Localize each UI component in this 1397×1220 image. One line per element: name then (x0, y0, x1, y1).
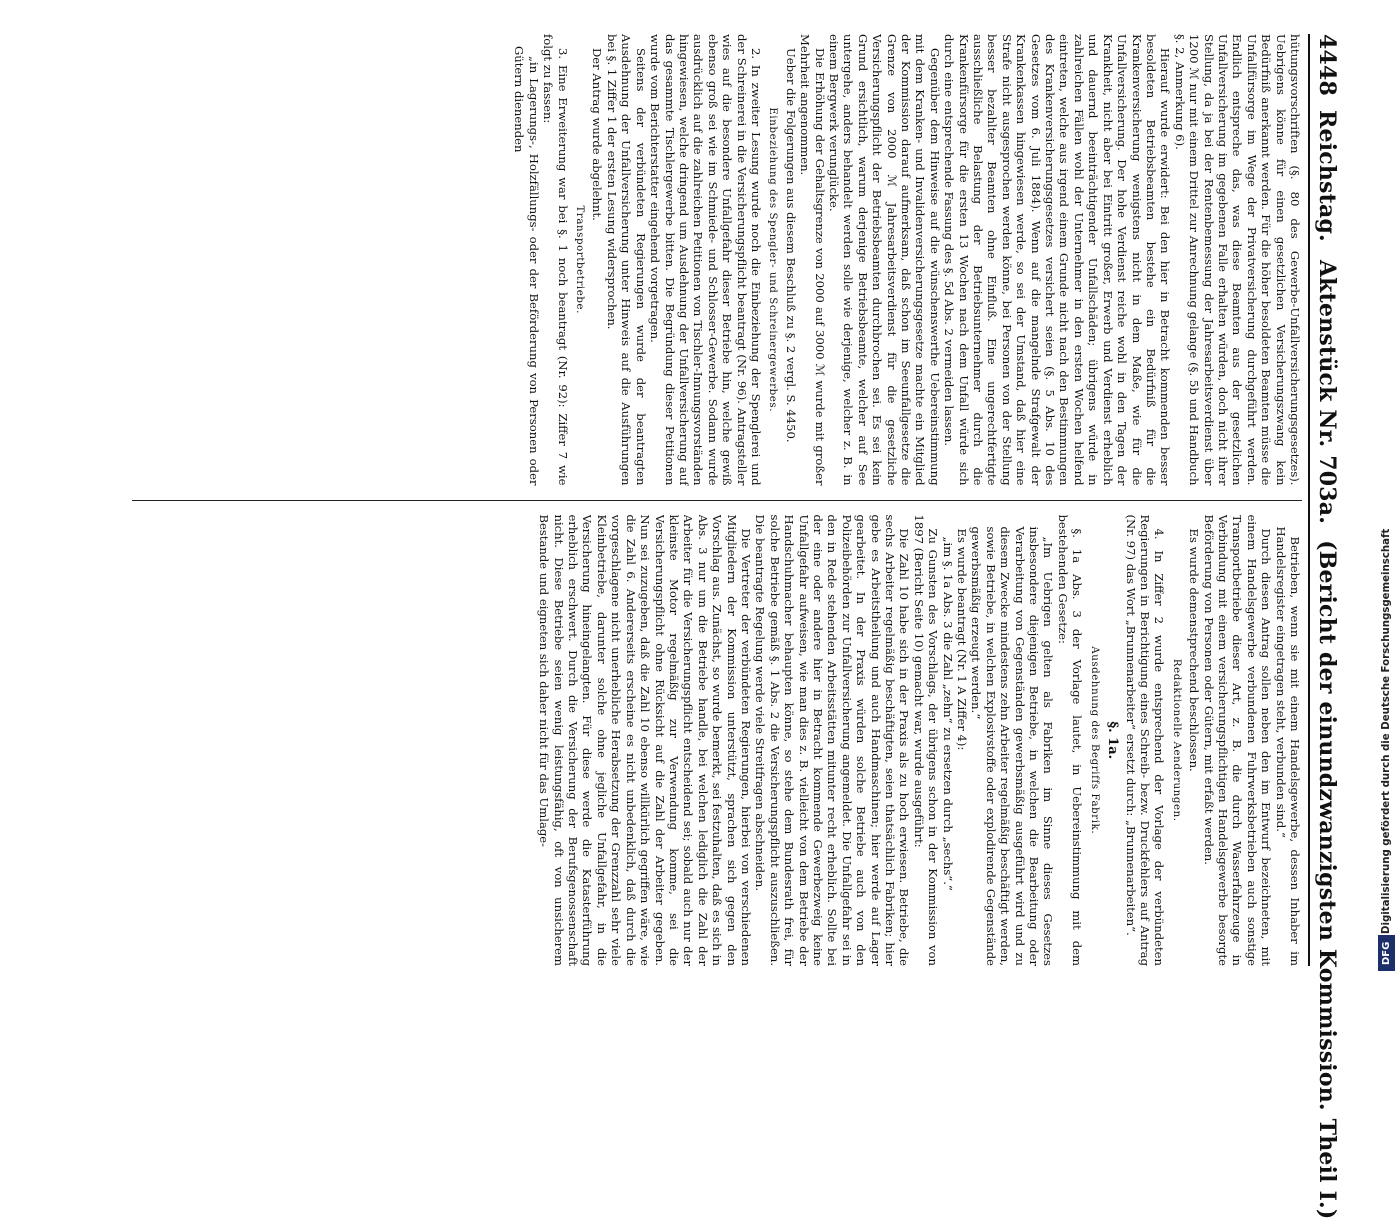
column-divider (132, 500, 1302, 501)
paragraph: Es wurde demenstprechend beschlossen. (1187, 528, 1202, 772)
section-subheading: Transportbetriebe. (574, 205, 586, 315)
paragraph: hütungsvorschriften (§. 80 des Gewerbe-Unfallversicherungsgesetzes). Uebrigens könne für einen gesetzlichen Versicherungszwang kein Bedürfniß anerkannt werden. Für die höher besoldeten Beamten müsse die Unfallfürsorge im Wege der Privatversicherung durchgeführt werden. Endlich entspreche das, was diese Beamten aus der gesetzlichen Unfallversicherung im gegebenen Falle erhalten würden, doch nicht ihrer Stellung, da ja bei der Rentenbemessung der Jahresarbeitsverdienst über 1200 ℳ nur mit einem Drittel zur Anrechnung gelange (§. 5b und Handbuch §. 2, Anmerkung 6). (1172, 34, 1302, 486)
paragraph: 4. In Ziffer 2 wurde entsprechend der Vorlage der verbündeten Regierungen in Berichtigung eines Schreib- bezw. Druckfehlers auf Antrag (Nr. 97) das Wort „Brunnenarbeiter“ ersetzt durch: „Brunnenarbeiten“. (1123, 514, 1167, 966)
paragraph: Hierauf wurde erwidert: Bei den hier in Betracht kommenden besser besoldeten Betriebsbeamten bestehe ein Bedürfniß für die Krankenversicherung wenigstens nicht in dem Maße, wie für die Unfallversicherung. Der hohe Verdienst reiche wohl in den Tagen der Krankheit, nicht aber bei Eintritt großer, Erwerb und Verdienst erheblich und dauernd beeinträchtigender Unfallschäden; übrigens würde in zahlreichen Fällen wohl der Unternehmer in den ersten Wochen helfend eintreten, welche aus irgend einem Grunde nicht nach den Bestimmungen des Krankenversicherungsgesetzes versichert seien (§. 5 Abs. 10 des Gesetzes vom 6. Juli 1884). Wenn auf die mangelnde Strafgewalt der Krankenkassen hingewiesen werde, so sei der Umstand, daß hier eine Strafe nicht ausgesprochen werden könne, bei Personen von der Stellung besser bezahlter Beamten ohne Einfluß. Eine ungerechtfertigte ausschließliche Belastung der Betriebsunternehmer durch die Krankenfürsorge für die ersten 13 Wochen nach dem Unfall würde sich durch eine entsprechende Fassung des §. 5d Abs. 2 vermeiden lassen. (942, 34, 1173, 486)
page-number: 4448 (1314, 34, 1340, 97)
quoted-paragraph: Betrieben, wenn sie mit einem Handelsgewerbe, dessen Inhaber im Handelsregister eingetragen steht, verbunden sind.“ (1273, 526, 1302, 966)
paragraph: Seitens der verbündeten Regierungen wurde der beantragten Ausdehnung der Unfallversicherung unter Hinweis auf die Ausführungen bei §. 1 Ziffer 1 der ersten Lesung widersprochen. (604, 34, 648, 486)
paragraph: Ueber die Folgerungen aus diesem Beschluß zu §. 2 vergl. S. 4450. (783, 48, 798, 443)
section-subheading: Ausdehnung des Begriffs Fabrik. (1088, 646, 1100, 835)
paragraph: Die Zahl 10 habe sich in der Praxis als zu hoch erwiesen. Betriebe, die sechs Arbeiter regelmäßig beschäftigten, seien thatsächlich Fabriken; hier gebe es Arbeitstheilung und auch Handmaschinen; hier werde auf Lager gearbeitet. In der Praxis würden solche Betriebe auch von den Polizeibehörden zur Unfallversicherung angemeldet. Die Unfallgefahr sei in den in Rede stehenden Arbeitsstätten mitunter recht erheblich. Sollte bei der eine oder andere hier in Betracht kommende Gewerbezweig keine Unfallgefahr aufweisen, wie man dies z. B. vielleicht von dem Betriebe der Handschuhmacher behaupten könne, so stehe dem Bundesrath frei, für solche Betriebe gemäß §. 1 Abs. 2 die Versicherungspflicht auszuschließen. Die beantragte Regelung werde viele Streitfragen abschneiden. (753, 514, 912, 966)
document-page (84, 0, 1354, 1220)
page-header (1308, 34, 1340, 1220)
paragraph-heading: §. 1a. (1105, 721, 1121, 760)
quoted-paragraph: „in Lagerungs-, Holzfällungs- oder der Beförderung von Personen oder Gütern dienenden (512, 46, 541, 486)
paragraph: Die Erhöhung der Gehaltsgrenze von 2000 auf 3000 ℳ wurde mit großer Mehrheit angenommen. (798, 34, 827, 486)
header-document-number: Aktenstück Nr. 703a. (1314, 259, 1340, 525)
paragraph: Zu Gunsten des Vorschlags, der übrigens schon in der Kommission von 1897 (Bericht Seite 10) gemacht war, wurde ausgeführt: (911, 514, 941, 966)
dfg-logo: DFG (1378, 935, 1395, 971)
paragraph: Gegenüber dem Hinweise auf die wünschenswerthe Uebereinstimmung mit dem Kranken- und Invalidenversicherungsgesetze machte ein Mitglied der Kommission darauf aufmerksam, daß schon im Seeunfallgesetze die Grenze von 2000 ℳ Jahresarbeitsverdienst für die gesetzliche Versicherungspflicht der Betriebsbeamten durchbrochen sei. Es sei kein Grund ersichtlich, warum derjenige Betriebsbeamte, welcher auf See untergehe, anders behandelt werden solle wie derjenige, welcher z. B. in einem Bergwerk verunglücke. (827, 34, 942, 486)
paragraph: Durch diesen Antrag sollen neben den im Entwurf bezeichneten, mit einem Handelsgewerbe verbundenen Fuhrwerksbetrieben auch sonstige Transportbetriebe dieser Art, z. B. die durch Wasserfahrzeuge in Verbindung mit einem versicherungspflichtigen Handelsgewerbe besorgte Beförderung von Personen oder Gütern, mit erfaßt werden. (1201, 514, 1274, 966)
text-columns (132, 34, 1302, 966)
paragraph: Die Vertreter der verbündeten Regierungen, hierbei von verschiedenen Mitgliedern der Kommission unterstützt, sprachen sich gegen den Vorschlag aus. Zunächst, so wurde bemerkt, sei festzuhalten, daß es sich in Abs. 3 nur um die Betriebe handle, bei welchen lediglich die Zahl der Arbeiter für die Versicherungspflicht entscheidend sei; sobald auch nur der kleinste Motor regelmäßig zur Verwendung komme, sei die Versicherungspflicht ohne Rücksicht auf die Zahl der Arbeiter gegeben. Nun sei zuzugeben, daß die Zahl 10 ebenso willkürlich gegriffen wäre, wie die Zahl 6. Andererseits erscheine es nicht unbedenklich, daß durch die vorgeschlagene nicht unerhebliche Herabsetzung der Grenzzahl sehr viele Kleinbetriebe, darunter solche ohne jegliche Unfallgefahr, in die Versicherung hineingelangten. Für diese werde die Katasterführung erheblich erschwert. Durch die Versicherung der Berufsgenossenschaft nicht. Diese Betriebe seien wenig leistungsfähig, oft von unsicherem Bestande und eigneten sich daher nicht für das Umlage- (537, 514, 753, 966)
left-column (132, 34, 1302, 486)
paragraph: §. 1a Abs. 3 der Vorlage lautet, in Uebereinstimmung mit dem bestehenden Gesetze: (1055, 514, 1085, 966)
header-left-title: Reichstag. (1314, 110, 1340, 242)
section-subheading: Redaktionelle Aenderungen. (1170, 658, 1182, 822)
paragraph: 2. In zweiter Lesung wurde noch die Einbeziehung der Spenglerei und der Schreinerei in die Versicherungspflicht beantragt (Nr. 96). Antragsteller wies auf die besondere Unfallgefahr dieser Betriebe hin, welche gewiß ebenso groß sei wie im Schmiede- und Schlosser-Gewerbe. Sodann wurde ausdrücklich auf die zahlreichen Petitionen von Tischler-Innungsvorständen hingewiesen, welche dringend um Ausdehnung der Unfallversicherung auf das gesammte Tischlergewerbe bitten. Die Begründung dieser Petitionen wurde vom Berichterstatter eingehend vorgetragen. (648, 34, 763, 486)
paragraph: Es wurde beantragt (Nr. 1 A Ziffer 4): (955, 528, 970, 751)
paragraph: 3. Eine Erweiterung war bei §. 1 noch beantragt (Nr. 92): Ziffer 7 wie folgt zu fassen: (541, 34, 570, 486)
digitization-credit: Digitalisierung gefördert durch die Deutsche Forschungsgemeinschaft (1381, 528, 1392, 934)
section-subheading: Einbeziehung des Spengler- und Schreinergewerbes. (767, 107, 779, 413)
paragraph: Der Antrag wurde abgelehnt. (590, 48, 605, 221)
header-right-title: (Bericht der einundzwanzigsten Kommission. Theil I.) (1314, 540, 1340, 1220)
quoted-paragraph: „im §. 1a Abs. 3 die Zahl „zehn“ zu ersetzen durch „sechs“.“ (940, 536, 955, 891)
right-column (132, 515, 1302, 967)
quoted-paragraph: „Im Uebrigen gelten als Fabriken im Sinne dieses Gesetzes insbesondere diejenigen Betriebe, in welchen die Bearbeitung oder Verarbeitung von Gegenständen gewerbsmäßig ausgeführt wird und zu diesem Zwecke mindestens zehn Arbeiter regelmäßig beschäftigt werden, sowie Betriebe, in welchen Explosivstoffe oder explodirende Gegenstände gewerbsmäßig erzeugt werden.“ (969, 526, 1056, 966)
